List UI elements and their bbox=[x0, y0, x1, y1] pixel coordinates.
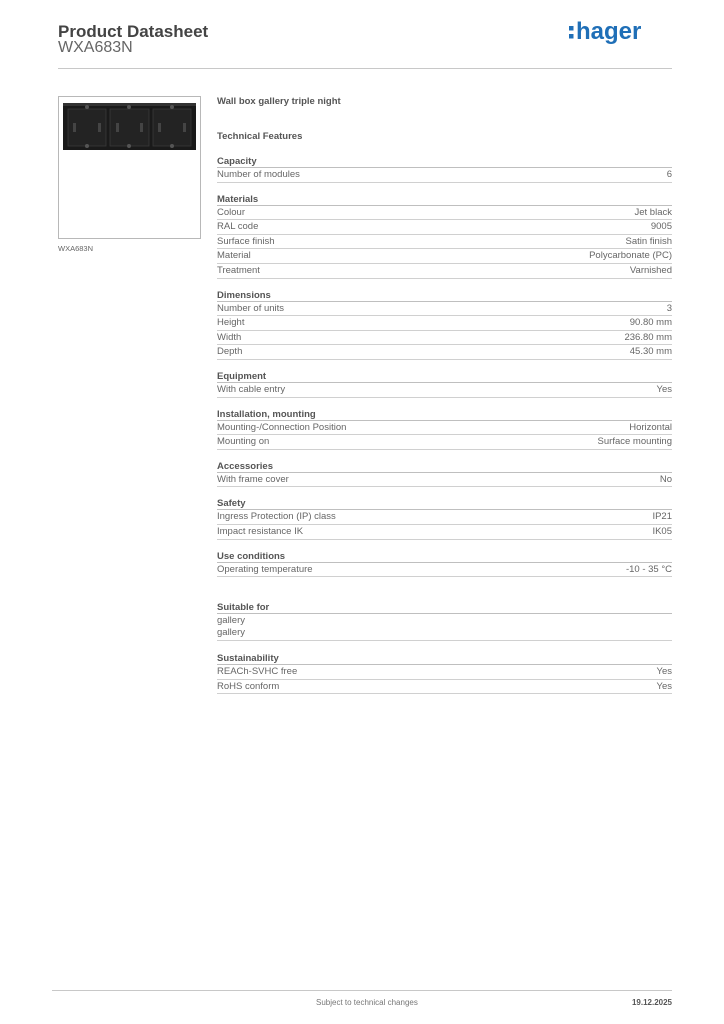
spec-value: No bbox=[659, 473, 672, 485]
spec-value: 236.80 mm bbox=[624, 331, 672, 343]
section-title: Safety bbox=[217, 498, 672, 510]
spec-row bbox=[217, 473, 672, 488]
spec-row bbox=[217, 510, 672, 525]
spec-row bbox=[217, 264, 672, 279]
list-item: gallery bbox=[217, 615, 245, 627]
section-materials bbox=[217, 194, 672, 279]
section-title: Dimensions bbox=[217, 290, 672, 302]
section-suitable-for bbox=[217, 602, 672, 641]
spec-label: Height bbox=[217, 317, 245, 329]
footer-date: 19.12.2025 bbox=[631, 998, 672, 1007]
spec-label: Impact resistance IK bbox=[217, 525, 304, 537]
section-sustainability bbox=[217, 653, 672, 694]
features-title: Technical Features bbox=[217, 131, 303, 142]
spec-label: With cable entry bbox=[217, 383, 286, 395]
spec-row bbox=[217, 665, 672, 680]
spec-value: 45.30 mm bbox=[629, 346, 672, 358]
spec-value: IK05 bbox=[652, 525, 672, 537]
spec-row bbox=[217, 302, 672, 317]
spec-row bbox=[217, 331, 672, 346]
spec-label: RAL code bbox=[217, 221, 259, 233]
spec-value: 3 bbox=[666, 302, 672, 314]
spec-label: Mounting-/Connection Position bbox=[217, 421, 347, 433]
hager-logo bbox=[568, 16, 658, 48]
spec-value: Yes bbox=[656, 666, 672, 678]
logo-text: hager bbox=[576, 18, 642, 45]
spec-row bbox=[217, 525, 672, 540]
spec-value: Jet black bbox=[634, 206, 672, 218]
footer-rule bbox=[52, 990, 672, 991]
spec-value: 6 bbox=[666, 169, 672, 180]
spec-label: REACh-SVHC free bbox=[217, 666, 298, 678]
spec-row bbox=[217, 421, 672, 436]
spec-label: Material bbox=[217, 250, 251, 262]
product-name: Wall box gallery triple night bbox=[217, 96, 341, 107]
list-item: gallery bbox=[217, 626, 245, 638]
spec-row bbox=[217, 563, 672, 578]
spec-value: 90.80 mm bbox=[629, 317, 672, 329]
section-safety bbox=[217, 498, 672, 539]
spec-row bbox=[217, 168, 672, 183]
wall-box-illustration bbox=[59, 97, 200, 238]
spec-value: Horizontal bbox=[629, 421, 672, 433]
spec-value: 9005 bbox=[650, 221, 672, 233]
spec-label: Colour bbox=[217, 206, 245, 218]
spec-value: Polycarbonate (PC) bbox=[589, 250, 672, 262]
spec-row bbox=[217, 249, 672, 264]
spec-row bbox=[217, 235, 672, 250]
spec-value: Yes bbox=[656, 383, 672, 395]
product-image bbox=[58, 96, 201, 239]
section-title: Accessories bbox=[217, 461, 672, 473]
section-use-conditions bbox=[217, 551, 672, 578]
spec-row bbox=[217, 345, 672, 360]
logo-dot-bottom bbox=[569, 34, 574, 39]
spec-label: Ingress Protection (IP) class bbox=[217, 511, 336, 523]
spec-row bbox=[217, 206, 672, 221]
spec-label: Treatment bbox=[217, 264, 260, 276]
section-title: Sustainability bbox=[217, 653, 672, 665]
spec-label: With frame cover bbox=[217, 473, 289, 485]
spec-value: Satin finish bbox=[625, 235, 672, 247]
header-title: Product Datasheet bbox=[58, 22, 209, 41]
section-installation bbox=[217, 409, 672, 450]
spec-row bbox=[217, 220, 672, 235]
spec-label: Operating temperature bbox=[217, 563, 313, 575]
spec-row bbox=[217, 435, 672, 450]
spec-label: Width bbox=[217, 331, 242, 343]
logo-dot-top bbox=[569, 26, 574, 31]
spec-value: Varnished bbox=[629, 264, 672, 276]
spec-value: IP21 bbox=[652, 511, 672, 523]
product-code: WXA683N bbox=[58, 39, 133, 56]
section-equipment bbox=[217, 371, 672, 398]
footer-note: Subject to technical changes bbox=[316, 998, 418, 1007]
suitable-list bbox=[217, 614, 672, 641]
spec-row bbox=[217, 316, 672, 331]
spec-value: Surface mounting bbox=[597, 436, 672, 448]
image-caption: WXA683N bbox=[58, 244, 94, 253]
section-capacity bbox=[217, 156, 672, 183]
section-title: Equipment bbox=[217, 371, 672, 383]
spec-value: -10 - 35 °C bbox=[625, 563, 672, 575]
section-accessories bbox=[217, 461, 672, 488]
spec-value: Yes bbox=[656, 680, 672, 692]
spec-label: Number of modules bbox=[217, 169, 300, 180]
spec-label: Number of units bbox=[217, 302, 285, 314]
section-title: Materials bbox=[217, 194, 672, 206]
section-title: Use conditions bbox=[217, 551, 672, 563]
spec-label: Mounting on bbox=[217, 436, 270, 448]
section-title: Installation, mounting bbox=[217, 409, 672, 421]
section-dimensions bbox=[217, 290, 672, 360]
spec-row bbox=[217, 680, 672, 695]
spec-row bbox=[217, 383, 672, 398]
spec-label: Depth bbox=[217, 346, 243, 358]
section-title: Capacity bbox=[217, 156, 672, 168]
spec-label: RoHS conform bbox=[217, 680, 280, 692]
technical-content bbox=[217, 96, 672, 694]
header-rule bbox=[58, 68, 672, 69]
spec-label: Surface finish bbox=[217, 235, 275, 247]
section-title: Suitable for bbox=[217, 602, 672, 614]
